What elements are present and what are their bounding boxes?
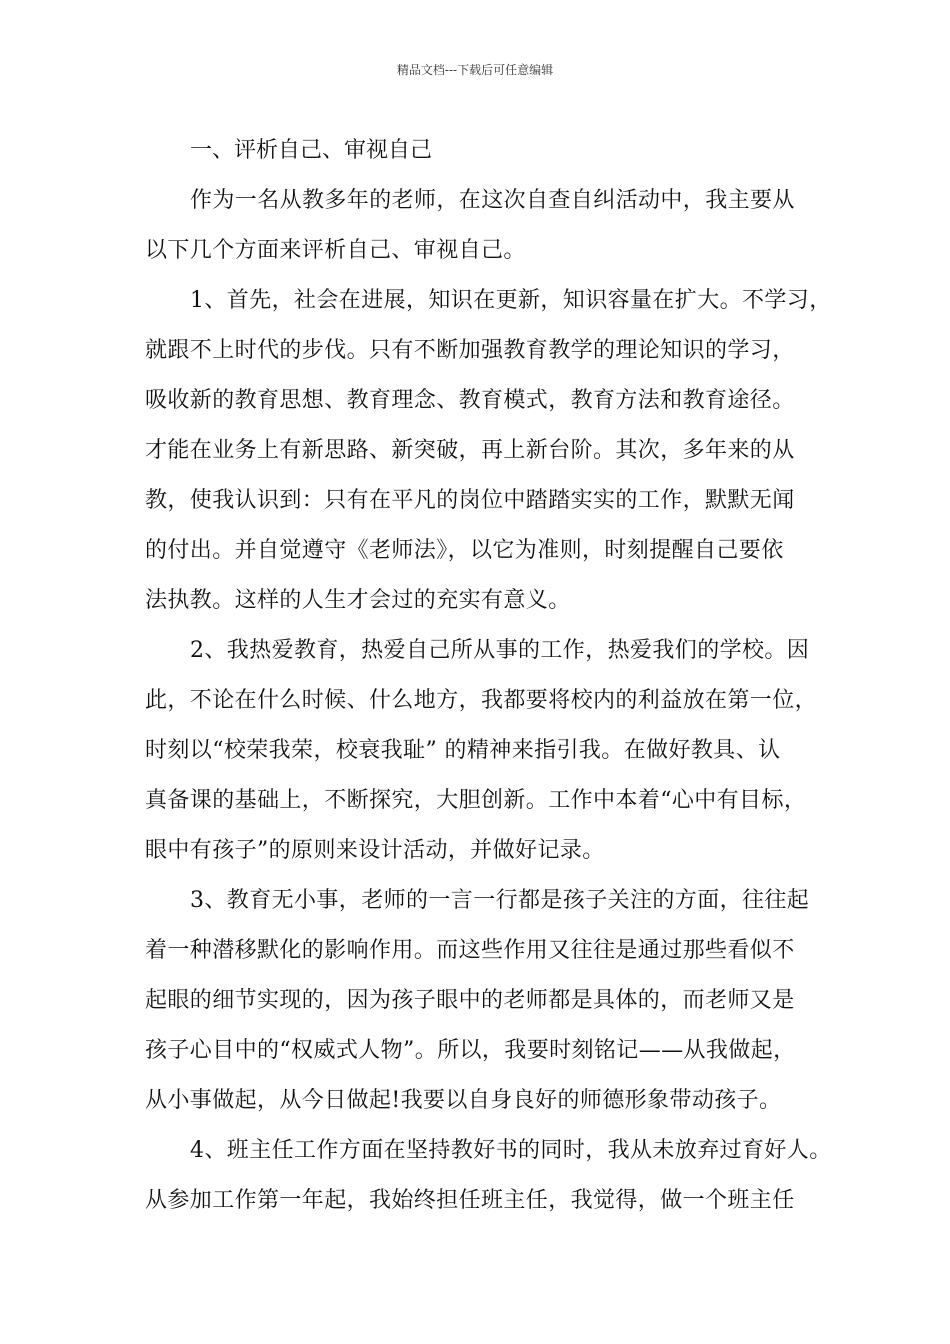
paragraph-line: 眼中有孩子”的原则来设计活动，并做好记录。 — [145, 838, 605, 863]
paragraph-line: 此，不论在什么时候、什么地方，我都要将校内的利益放在第一位， — [145, 688, 818, 713]
paragraph-line: 孩子心目中的“权威式人物”。所以，我要时刻铭记——从我做起， — [145, 1038, 796, 1063]
paragraph-line: 作为一名从教多年的老师，在这次自查自纠活动中，我主要从 — [190, 188, 795, 213]
paragraph-line: 就跟不上时代的步伐。只有不断加强教育教学的理论知识的学习， — [145, 338, 795, 363]
paragraph-line: 2、我热爱教育，热爱自己所从事的工作，热爱我们的学校。因 — [190, 638, 810, 663]
paragraph-line: 法执教。这样的人生才会过的充实有意义。 — [145, 588, 571, 613]
paragraph-point-1 — [145, 276, 832, 626]
paragraph-line: 以下几个方面来评析自己、审视自己。 — [145, 238, 526, 263]
paragraph-line: 吸收新的教育思想、教育理念、教育模式，教育方法和教育途径。 — [145, 388, 795, 413]
paragraph-line: 从小事做起，从今日做起!我要以自身良好的师德形象带动孩子。 — [145, 1088, 782, 1113]
paragraph-point-4 — [145, 1126, 832, 1226]
paragraph-line: 4、班主任工作方面在坚持教好书的同时，我从未放弃过育好人。 — [190, 1138, 832, 1163]
page-header: 精品文档---下载后可任意编辑 — [396, 63, 554, 77]
paragraph-line: 着一种潜移默化的影响作用。而这些作用又往往是通过那些看似不 — [145, 938, 795, 963]
paragraph-line: 时刻以“校荣我荣，校衰我耻” 的精神来指引我。在做好教具、认 — [145, 738, 781, 763]
paragraph-point-2 — [145, 626, 825, 876]
paragraph-line: 1、首先，社会在进展，知识在更新，知识容量在扩大。不学习， — [190, 288, 832, 313]
paragraph-line: 从参加工作第一年起，我始终担任班主任，我觉得，做一个班主任 — [145, 1188, 795, 1213]
paragraph-line: 教，使我认识到：只有在平凡的岗位中踏踏实实的工作，默默无闻 — [145, 488, 795, 513]
paragraph-line: 起眼的细节实现的，因为孩子眼中的老师都是具体的，而老师又是 — [145, 988, 795, 1013]
paragraph-intro — [145, 176, 825, 276]
paragraph-point-3 — [145, 876, 825, 1126]
section-heading: 一、评析自己、审视自己 — [190, 138, 433, 163]
paragraph-line: 才能在业务上有新思路、新突破，再上新台阶。其次，多年来的从 — [145, 438, 795, 463]
paragraph-line: 真备课的基础上，不断探究，大胆创新。工作中本着“心中有目标， — [145, 788, 807, 813]
document-body — [145, 126, 832, 1226]
paragraph-line: 3、教育无小事，老师的一言一行都是孩子关注的方面，往往起 — [190, 888, 810, 913]
paragraph-line: 的付出。并自觉遵守《老师法》，以它为准则，时刻提醒自己要依 — [145, 538, 784, 563]
